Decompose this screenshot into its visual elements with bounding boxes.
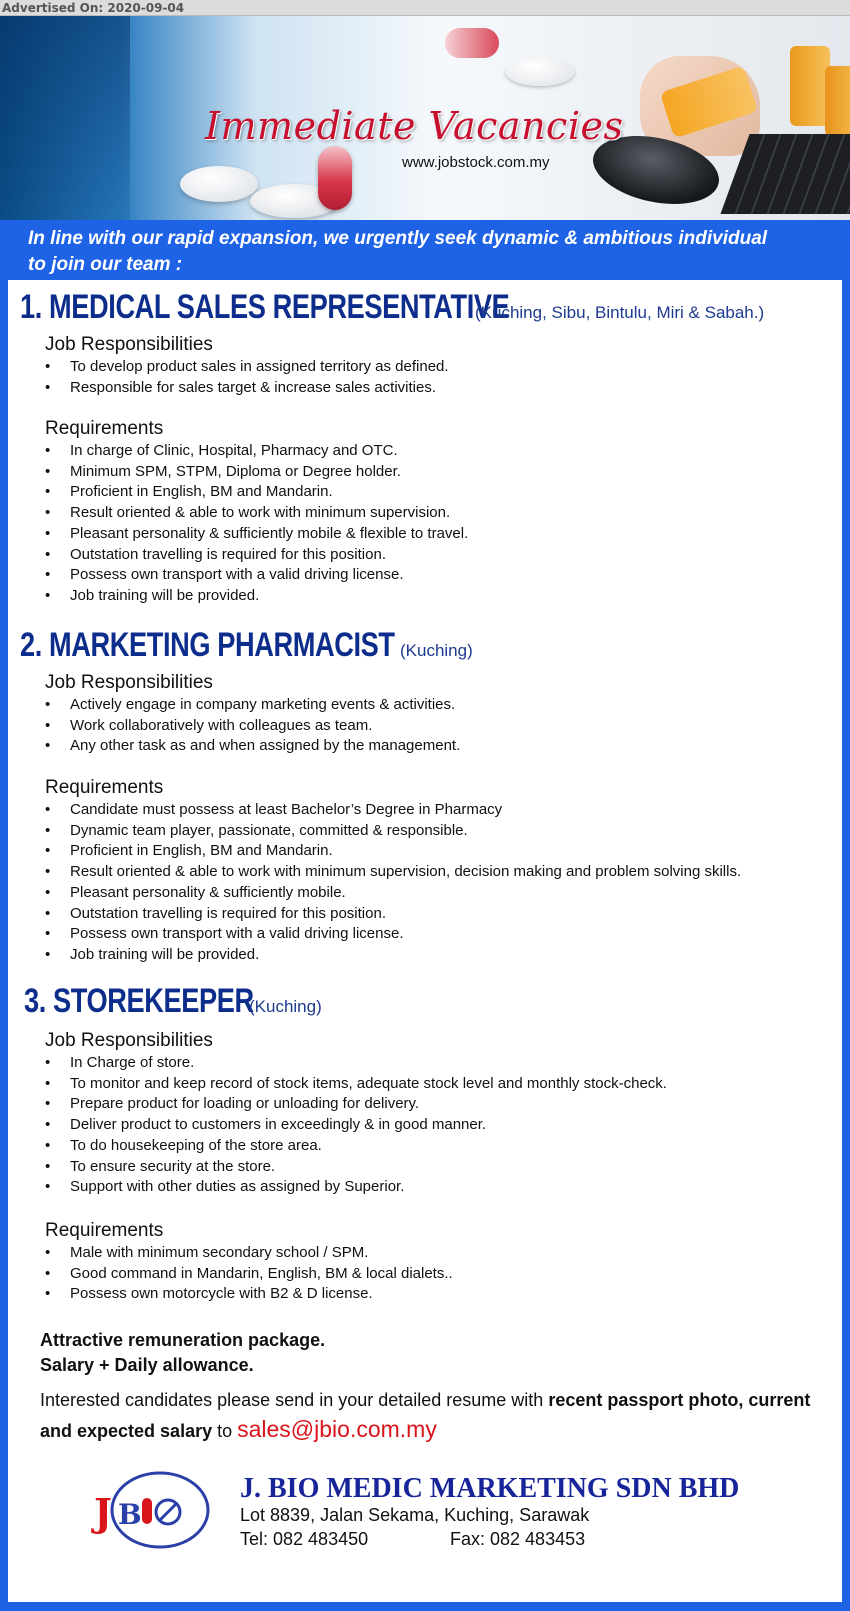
list-item: • Good command in Mandarin, English, BM & local dialets.. xyxy=(45,1264,453,1285)
list-item: • Candidate must possess at least Bachelor’s Degree in Pharmacy xyxy=(45,800,741,821)
company-fax: Fax: 082 483453 xyxy=(450,1529,586,1549)
responsibilities-list xyxy=(45,695,460,757)
job-title-text: 3. STOREKEEPER xyxy=(24,982,254,1020)
list-item: • Pleasant personality & sufficiently mobile. xyxy=(45,883,741,904)
banner-url: www.jobstock.com.my xyxy=(402,154,550,171)
list-item: • Outstation travelling is required for this position. xyxy=(45,904,741,925)
requirements-list xyxy=(45,1243,453,1305)
intro-line: In line with our rapid expansion, we urgently seek dynamic & ambitious individual xyxy=(28,228,768,249)
pill-graphic xyxy=(180,166,258,202)
remuneration-text xyxy=(40,1328,325,1378)
list-item: • Any other task as and when assigned by the management. xyxy=(45,736,460,757)
svg-text:J: J xyxy=(94,1490,112,1535)
list-item: • To monitor and keep record of stock items, adequate stock level and monthly stock-check. xyxy=(45,1074,667,1095)
list-item: • Proficient in English, BM and Mandarin. xyxy=(45,482,468,503)
list-item: • Prepare product for loading or unloading for delivery. xyxy=(45,1094,667,1115)
list-item: • To develop product sales in assigned territory as defined. xyxy=(45,357,449,378)
list-item: • Job training will be provided. xyxy=(45,945,741,966)
list-item: • Responsible for sales target & increase sales activities. xyxy=(45,378,449,399)
job-title-text: 1. MEDICAL SALES REPRESENTATIVE xyxy=(20,288,510,326)
list-item: • In Charge of store. xyxy=(45,1053,667,1074)
remuneration-line: Attractive remuneration package. xyxy=(40,1330,326,1350)
apply-text: Interested candidates please send in your detailed resume with xyxy=(40,1390,549,1410)
apply-emphasis: recent passport photo, current and expected salary xyxy=(40,1390,811,1441)
responsibilities-list xyxy=(45,1053,667,1198)
list-item: • Possess own motorcycle with B2 & D license. xyxy=(45,1284,453,1305)
responsibilities-heading: Job Responsibilities xyxy=(45,1030,213,1051)
intro-line: to join our team : xyxy=(28,254,183,275)
advertised-date: Advertised On: 2020-09-04 xyxy=(2,1,185,15)
list-item: • Pleasant personality & sufficiently mobile & flexible to travel. xyxy=(45,524,468,545)
banner-title: Immediate Vacancies xyxy=(205,104,624,148)
list-item: • Proficient in English, BM and Mandarin. xyxy=(45,841,741,862)
list-item: • Possess own transport with a valid driving license. xyxy=(45,565,468,586)
requirements-list xyxy=(45,800,741,966)
requirements-heading: Requirements xyxy=(45,418,164,439)
medicine-bottle-graphic xyxy=(825,66,850,136)
list-item: • Minimum SPM, STPM, Diploma or Degree holder. xyxy=(45,462,468,483)
list-item: • Actively engage in company marketing events & activities. xyxy=(45,695,460,716)
job-location: (Kuching) xyxy=(249,997,322,1016)
list-item: • Deliver product to customers in exceedingly & in good manner. xyxy=(45,1115,667,1136)
list-item: • Dynamic team player, passionate, committed & responsible. xyxy=(45,821,741,842)
job-title-3 xyxy=(24,982,322,1021)
job-location: (Kuching, Sibu, Bintulu, Miri & Sabah.) xyxy=(475,303,765,322)
advertised-bar xyxy=(0,0,850,16)
application-instructions xyxy=(40,1386,840,1446)
responsibilities-heading: Job Responsibilities xyxy=(45,672,213,693)
list-item: • Result oriented & able to work with minimum supervision. xyxy=(45,503,468,524)
requirements-heading: Requirements xyxy=(45,777,164,798)
requirements-heading: Requirements xyxy=(45,1220,164,1241)
job-title-1 xyxy=(20,288,765,327)
company-logo xyxy=(88,1468,212,1552)
list-item: • In charge of Clinic, Hospital, Pharmacy and OTC. xyxy=(45,441,468,462)
header-banner xyxy=(0,16,850,220)
email-link[interactable]: sales@jbio.com.my xyxy=(237,1416,437,1442)
medicine-bottle-graphic xyxy=(790,46,830,126)
company-address: Lot 8839, Jalan Sekama, Kuching, Sarawak xyxy=(240,1505,590,1525)
list-item: • Job training will be provided. xyxy=(45,586,468,607)
list-item: • Male with minimum secondary school / SPM. xyxy=(45,1243,453,1264)
requirements-list xyxy=(45,441,468,607)
capsule-graphic xyxy=(445,28,499,58)
list-item: • Result oriented & able to work with minimum supervision, decision making and problem solving skills. xyxy=(45,862,741,883)
company-phone: Tel: 082 483450 xyxy=(240,1529,369,1549)
job-title-2 xyxy=(20,626,488,665)
list-item: • Support with other duties as assigned by Superior. xyxy=(45,1177,667,1198)
job-location: (Kuching) xyxy=(400,641,473,660)
remuneration-line: Salary + Daily allowance. xyxy=(40,1355,254,1375)
pill-graphic xyxy=(505,56,575,86)
apply-text: to xyxy=(212,1421,238,1441)
banner-shade xyxy=(0,16,130,220)
capsule-graphic xyxy=(318,146,352,210)
responsibilities-list xyxy=(45,357,449,398)
responsibilities-heading: Job Responsibilities xyxy=(45,334,213,355)
list-item: • To ensure security at the store. xyxy=(45,1157,667,1178)
list-item: • Possess own transport with a valid driving license. xyxy=(45,924,741,945)
list-item: • To do housekeeping of the store area. xyxy=(45,1136,667,1157)
svg-text:B: B xyxy=(118,1498,142,1531)
intro-text xyxy=(28,226,828,278)
job-title-text: 2. MARKETING PHARMACIST xyxy=(20,626,395,664)
company-name: J. BIO MEDIC MARKETING SDN BHD xyxy=(240,1473,740,1504)
list-item: • Outstation travelling is required for this position. xyxy=(45,545,468,566)
list-item: • Work collaboratively with colleagues as team. xyxy=(45,716,460,737)
